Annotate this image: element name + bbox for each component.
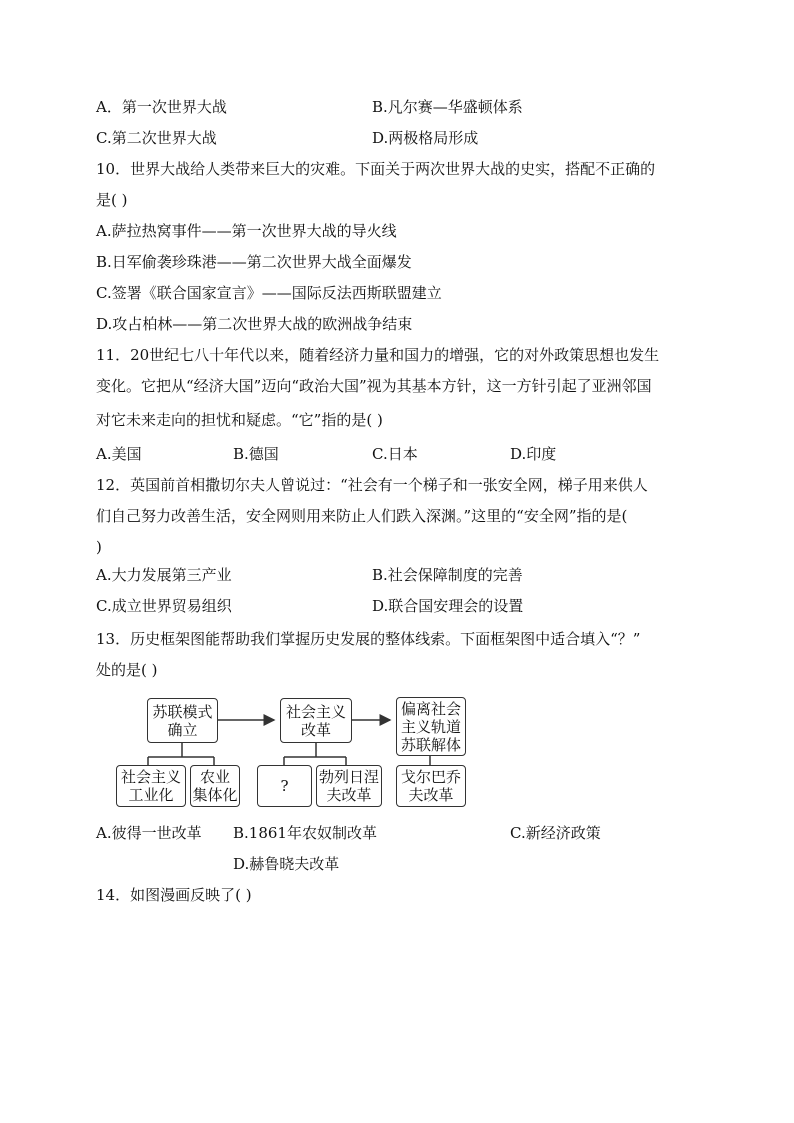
q11-option-d: D.印度 bbox=[510, 445, 557, 463]
box-industrialization-line-2: 工业化 bbox=[128, 786, 174, 804]
box-soviet-model-line-1: 苏联模式 bbox=[152, 702, 213, 721]
q11-option-a: A.美国 bbox=[96, 445, 142, 463]
box-soviet-collapse-line-2: 主义轨道 bbox=[400, 717, 461, 736]
q9-option-a: A．第一次世界大战 bbox=[96, 98, 227, 116]
q10-option-b: B.日军偷袭珍珠港——第二次世界大战全面爆发 bbox=[96, 253, 412, 271]
q11-stem-line-3: 对它未来走向的担忧和疑虑。“它”指的是( ) bbox=[96, 411, 383, 429]
box-brezhnev-line-2: 夫改革 bbox=[326, 786, 372, 804]
q13-option-d: D.赫鲁晓夫改革 bbox=[233, 855, 340, 873]
q12-option-a: A.大力发展第三产业 bbox=[96, 566, 232, 584]
q13-stem-line-1: 13．历史框架图能帮助我们掌握历史发展的整体线索。下面框架图中适合填入“？” bbox=[96, 630, 641, 648]
q14-stem-line-1: 14．如图漫画反映了( ) bbox=[96, 886, 252, 904]
box-gorbachev-line-2: 夫改革 bbox=[408, 786, 454, 804]
box-brezhnev-reform bbox=[316, 765, 382, 807]
q10-option-c: C.签署《联合国家宣言》——国际反法西斯联盟建立 bbox=[96, 284, 442, 302]
box-agricultural-collectivization bbox=[190, 765, 240, 807]
q13-option-b: B.1861年农奴制改革 bbox=[233, 824, 377, 842]
q12-stem-line-3: ) bbox=[96, 538, 102, 556]
box-collectivization-line-1: 农业 bbox=[199, 768, 230, 786]
box-socialist-reform-line-2: 改革 bbox=[300, 720, 331, 739]
q12-stem-line-2: 们自己努力改善生活，安全网则用来防止人们跌入深渊。”这里的“安全网”指的是( bbox=[96, 507, 628, 525]
q11-option-c: C.日本 bbox=[372, 445, 418, 463]
q9-option-d: D.两极格局形成 bbox=[372, 129, 479, 147]
box-socialist-industrialization bbox=[116, 765, 186, 807]
q11-option-b: B.德国 bbox=[233, 445, 279, 463]
q13-option-c: C.新经济政策 bbox=[510, 824, 601, 842]
q9-option-c: C.第二次世界大战 bbox=[96, 129, 217, 147]
box-soviet-collapse-line-1: 偏离社会 bbox=[400, 699, 461, 718]
box-soviet-model bbox=[147, 698, 218, 743]
q11-stem-line-1: 11．20世纪七八十年代以来，随着经济力量和国力的增强，它的对外政策思想也发生 bbox=[96, 346, 660, 364]
q10-option-a: A.萨拉热窝事件——第一次世界大战的导火线 bbox=[96, 222, 397, 240]
box-socialist-reform-line-1: 社会主义 bbox=[285, 702, 346, 721]
box-soviet-model-line-2: 确立 bbox=[167, 720, 198, 739]
box-brezhnev-line-1: 勃列日涅 bbox=[318, 768, 379, 786]
q9-option-b: B.凡尔赛—华盛顿体系 bbox=[372, 98, 523, 116]
q12-option-c: C.成立世界贸易组织 bbox=[96, 597, 232, 615]
box-gorbachev-reform bbox=[396, 765, 466, 807]
box-question-mark bbox=[257, 765, 312, 807]
q10-stem-line-2: 是( ) bbox=[96, 191, 128, 209]
q13-stem-line-2: 处的是( ) bbox=[96, 661, 158, 679]
box-soviet-collapse bbox=[396, 697, 466, 756]
q12-stem-line-1: 12．英国前首相撒切尔夫人曾说过：“社会有一个梯子和一张安全网，梯子用来供人 bbox=[96, 476, 648, 494]
q13-option-a: A.彼得一世改革 bbox=[96, 824, 202, 842]
box-gorbachev-line-1: 戈尔巴乔 bbox=[400, 768, 461, 786]
q11-stem-line-2: 变化。它把从“经济大国”迈向“政治大国”视为其基本方针，这一方针引起了亚洲邻国 bbox=[96, 377, 652, 395]
box-socialist-reform bbox=[280, 698, 352, 743]
q12-option-d: D.联合国安理会的设置 bbox=[372, 597, 524, 615]
box-collectivization-line-2: 集体化 bbox=[192, 786, 238, 804]
box-soviet-collapse-line-3: 苏联解体 bbox=[400, 735, 461, 754]
box-question-mark-text: ? bbox=[280, 777, 289, 795]
q10-option-d: D.攻占柏林——第二次世界大战的欧洲战争结束 bbox=[96, 315, 413, 333]
box-industrialization-line-1: 社会主义 bbox=[120, 768, 181, 786]
q12-option-b: B.社会保障制度的完善 bbox=[372, 566, 523, 584]
q10-stem-line-1: 10．世界大战给人类带来巨大的灾难。下面关于两次世界大战的史实，搭配不正确的 bbox=[96, 160, 656, 178]
